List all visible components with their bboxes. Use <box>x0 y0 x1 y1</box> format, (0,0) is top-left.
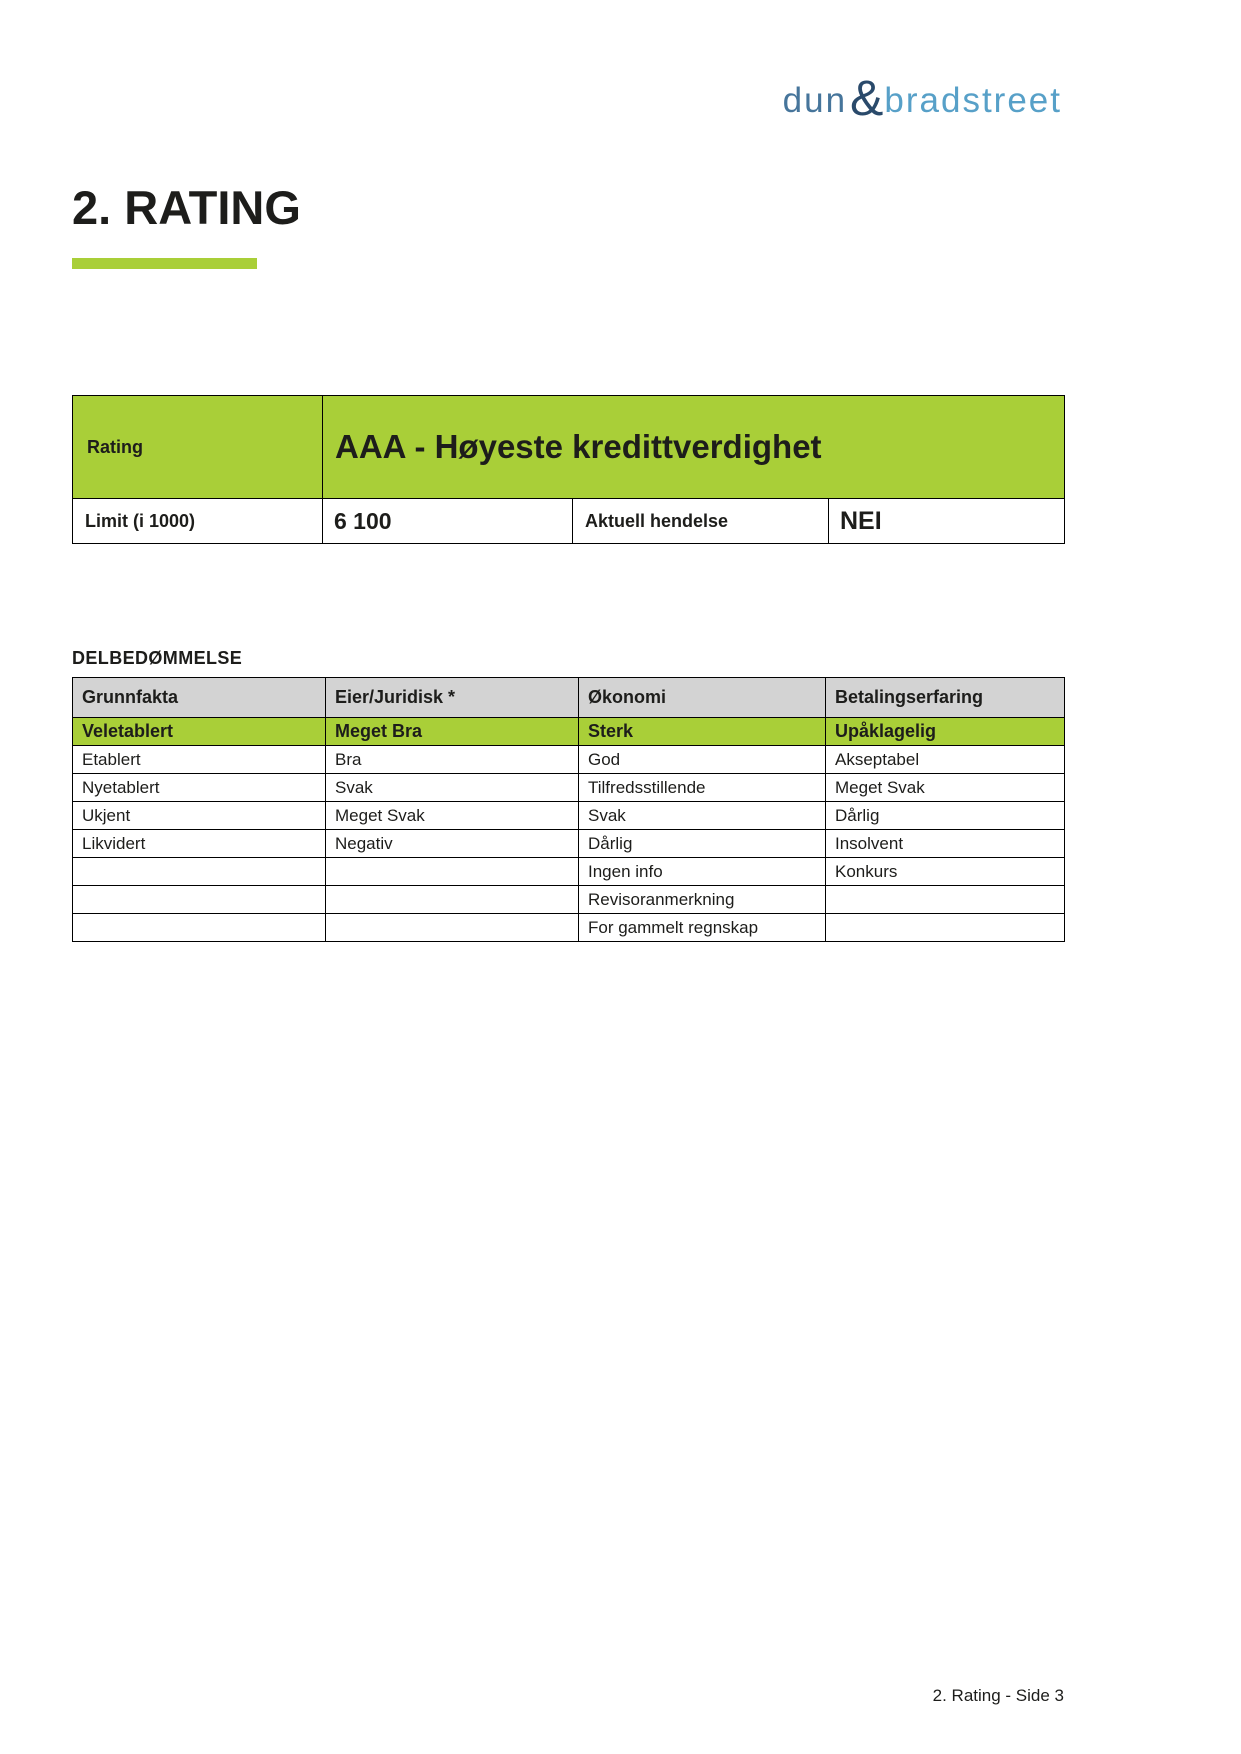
assessment-cell <box>826 886 1065 914</box>
limit-label: Limit (i 1000) <box>73 499 323 544</box>
column-header-eier-juridisk: Eier/Juridisk * <box>326 678 579 718</box>
assessment-header-row <box>73 678 1065 718</box>
assessment-cell: Meget Svak <box>826 774 1065 802</box>
assessment-row <box>73 746 1065 774</box>
logo-text-bradstreet: bradstreet <box>884 81 1062 120</box>
assessment-cell: Etablert <box>73 746 326 774</box>
assessment-cell: Dårlig <box>826 802 1065 830</box>
assessment-cell: For gammelt regnskap <box>579 914 826 942</box>
assessment-cell: Bra <box>326 746 579 774</box>
assessment-cell <box>73 886 326 914</box>
dun-bradstreet-logo <box>782 70 1062 126</box>
assessment-cell: Svak <box>579 802 826 830</box>
assessment-cell: Dårlig <box>579 830 826 858</box>
selected-assessment-row <box>73 718 1065 746</box>
assessment-cell <box>326 886 579 914</box>
logo-text-dun: dun <box>782 81 848 120</box>
limit-value: 6 100 <box>323 499 573 544</box>
page-title: 2. RATING <box>72 181 301 234</box>
assessment-cell: Konkurs <box>826 858 1065 886</box>
column-header-okonomi: Økonomi <box>579 678 826 718</box>
column-header-betalingserfaring: Betalingserfaring <box>826 678 1065 718</box>
assessment-row <box>73 886 1065 914</box>
assessment-table <box>72 677 1065 942</box>
assessment-row <box>73 914 1065 942</box>
rating-value: AAA - Høyeste kredittverdighet <box>323 396 1065 499</box>
selected-cell: Meget Bra <box>326 718 579 746</box>
rating-row <box>73 396 1065 499</box>
assessment-row <box>73 774 1065 802</box>
assessment-cell: Ingen info <box>579 858 826 886</box>
assessment-cell <box>326 858 579 886</box>
assessment-section-title: DELBEDØMMELSE <box>72 648 243 668</box>
assessment-cell <box>73 858 326 886</box>
assessment-row <box>73 802 1065 830</box>
assessment-cell <box>326 914 579 942</box>
assessment-cell: Negativ <box>326 830 579 858</box>
rating-label: Rating <box>73 396 323 499</box>
selected-cell: Sterk <box>579 718 826 746</box>
assessment-cell: Likvidert <box>73 830 326 858</box>
logo-ampersand-icon: & <box>850 70 884 126</box>
column-header-grunnfakta: Grunnfakta <box>73 678 326 718</box>
selected-cell: Upåklagelig <box>826 718 1065 746</box>
assessment-row <box>73 858 1065 886</box>
assessment-cell: Ukjent <box>73 802 326 830</box>
assessment-cell: Svak <box>326 774 579 802</box>
assessment-cell: Tilfredsstillende <box>579 774 826 802</box>
assessment-cell: Meget Svak <box>326 802 579 830</box>
assessment-cell: Akseptabel <box>826 746 1065 774</box>
assessment-cell: God <box>579 746 826 774</box>
assessment-cell: Revisoranmerkning <box>579 886 826 914</box>
limit-row <box>73 499 1065 544</box>
title-underline <box>72 258 257 269</box>
assessment-cell <box>826 914 1065 942</box>
assessment-cell: Insolvent <box>826 830 1065 858</box>
page-footer-label: 2. Rating - Side 3 <box>932 1686 1064 1705</box>
assessment-cell <box>73 914 326 942</box>
assessment-cell: Nyetablert <box>73 774 326 802</box>
assessment-row <box>73 830 1065 858</box>
current-event-value: NEI <box>829 499 1065 544</box>
selected-cell: Veletablert <box>73 718 326 746</box>
rating-table <box>72 395 1065 544</box>
current-event-label: Aktuell hendelse <box>573 499 829 544</box>
